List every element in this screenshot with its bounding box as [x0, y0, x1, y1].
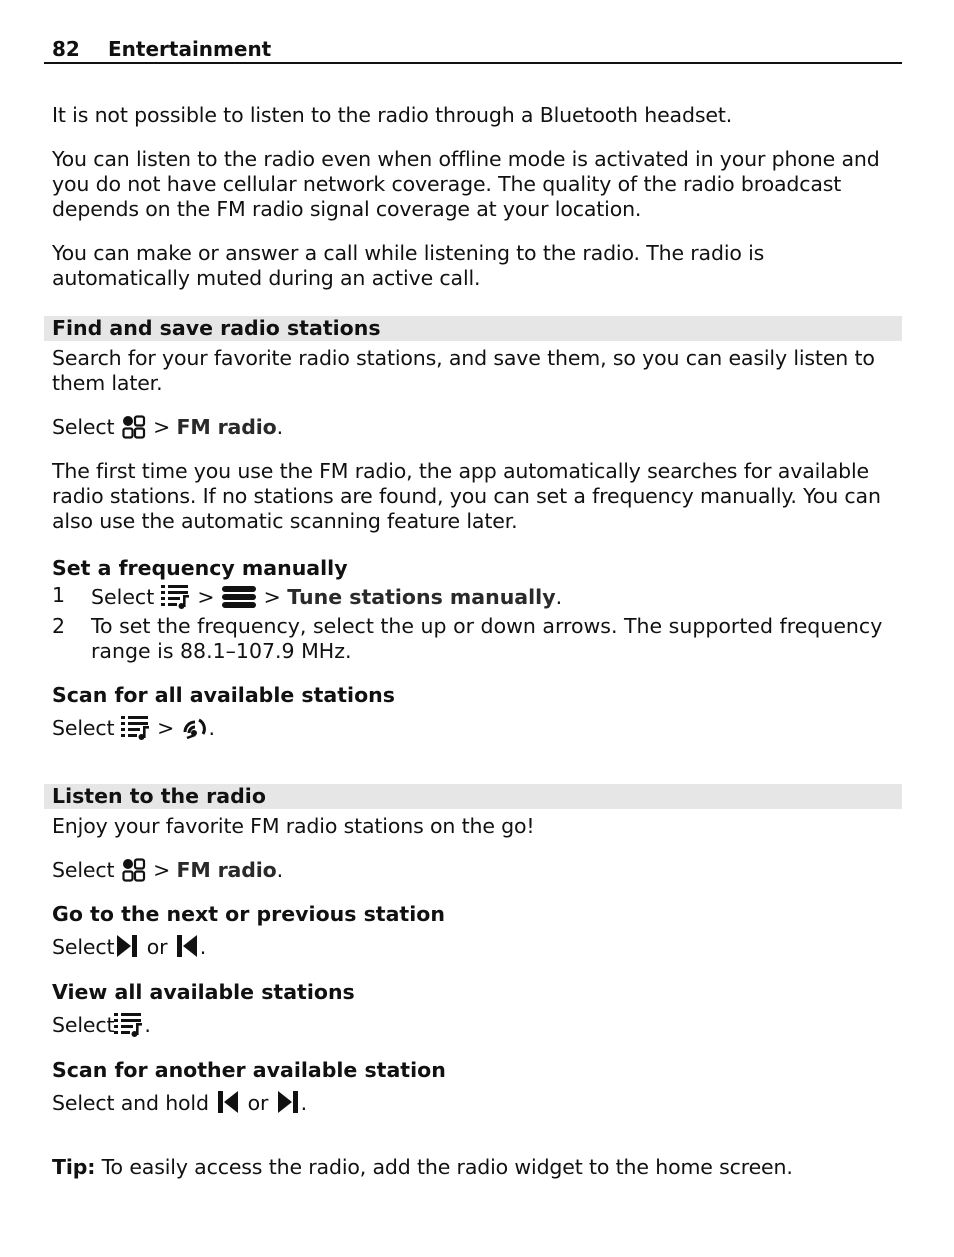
- menu-bars-icon[interactable]: [221, 585, 257, 609]
- next-prev-heading: Go to the next or previous station: [52, 902, 445, 926]
- separator: >: [153, 415, 171, 439]
- select-text: Select: [52, 1013, 115, 1037]
- period: .: [208, 716, 215, 740]
- select-text: Select: [91, 585, 155, 609]
- period: .: [555, 585, 563, 609]
- section-heading-listen-label: Listen to the radio: [52, 784, 266, 808]
- period: .: [199, 935, 207, 959]
- offline-note: You can listen to the radio even when offline mode is activated in your phone and you do not have cellular network coverage. The quality of the radio broadcast depends on the FM radio signal coverage at your location.: [52, 147, 880, 221]
- scan-all-heading: Scan for all available stations: [52, 683, 395, 707]
- skip-next-icon[interactable]: [114, 933, 140, 959]
- scan-all-line: [52, 714, 902, 741]
- select-and-hold-text: Select and hold: [52, 1091, 209, 1115]
- scan-another-line: [52, 1089, 902, 1116]
- step-number: 2: [52, 614, 66, 638]
- period: .: [276, 415, 283, 439]
- find-select-line: [52, 415, 902, 440]
- page-number: 82: [52, 37, 80, 61]
- select-text: Select: [52, 935, 115, 959]
- tip-label: Tip:: [52, 1155, 96, 1179]
- period: .: [276, 858, 283, 882]
- section-heading-find-label: Find and save radio stations: [52, 316, 381, 340]
- view-all-heading: View all available stations: [52, 980, 355, 1004]
- scan-signal-icon[interactable]: [181, 714, 209, 740]
- bluetooth-note: It is not possible to listen to the radio through a Bluetooth headset.: [52, 103, 733, 127]
- apps-grid-icon[interactable]: [121, 415, 147, 439]
- page-header: [44, 36, 902, 64]
- select-text: Select: [52, 716, 115, 740]
- step-2-text: To set the frequency, select the up or down arrows. The supported frequency range is 88.1–107.9 MHz.: [91, 614, 883, 663]
- or-text: or: [247, 1091, 269, 1115]
- skip-previous-icon[interactable]: [215, 1089, 241, 1115]
- apps-grid-icon[interactable]: [121, 858, 147, 882]
- manual-heading: Set a frequency manually: [52, 556, 348, 580]
- next-prev-line: [52, 933, 902, 960]
- fm-radio-link[interactable]: FM radio: [176, 858, 277, 882]
- view-all-line: [52, 1011, 902, 1038]
- call-note: You can make or answer a call while listening to the radio. The radio is automatically muted during an active call.: [52, 241, 765, 290]
- select-text: Select: [52, 415, 115, 439]
- playlist-menu-icon[interactable]: [161, 583, 191, 609]
- first-time-note: The first time you use the FM radio, the app automatically searches for available radio stations. If no stations are found, you can set a frequency manually. You can also use the automatic scanning feature later.: [52, 459, 881, 533]
- section-heading-listen: [44, 784, 902, 809]
- scan-another-heading: Scan for another available station: [52, 1058, 446, 1082]
- select-text: Select: [52, 858, 115, 882]
- separator: >: [197, 585, 215, 609]
- find-intro: Search for your favorite radio stations, and save them, so you can easily listen to them later.: [52, 346, 875, 395]
- tune-stations-manually-link[interactable]: Tune stations manually: [287, 585, 556, 609]
- playlist-menu-icon[interactable]: [114, 1011, 144, 1037]
- section-heading-find: [44, 316, 902, 341]
- section-title: Entertainment: [108, 37, 272, 61]
- separator: >: [153, 858, 171, 882]
- tip: [52, 1155, 902, 1180]
- tip-text: To easily access the radio, add the radio widget to the home screen.: [101, 1155, 793, 1179]
- step-1-text: [91, 583, 902, 610]
- period: .: [300, 1091, 308, 1115]
- listen-select-line: [52, 858, 902, 883]
- skip-previous-icon[interactable]: [174, 933, 200, 959]
- separator: >: [263, 585, 281, 609]
- step-number: 1: [52, 583, 66, 607]
- or-text: or: [146, 935, 168, 959]
- skip-next-icon[interactable]: [275, 1089, 301, 1115]
- listen-intro: Enjoy your favorite FM radio stations on the go!: [52, 814, 535, 838]
- playlist-menu-icon[interactable]: [121, 714, 151, 740]
- period: .: [144, 1013, 151, 1037]
- separator: >: [157, 716, 175, 740]
- fm-radio-link[interactable]: FM radio: [176, 415, 277, 439]
